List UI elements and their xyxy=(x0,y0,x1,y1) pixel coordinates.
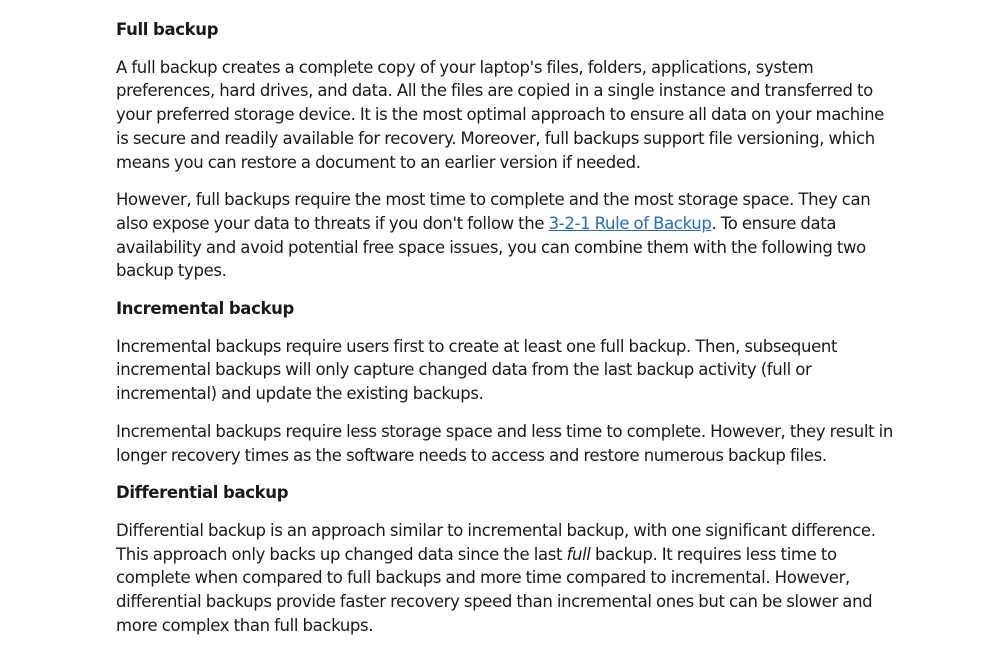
paragraph-differential-1 xyxy=(116,519,896,638)
paragraph-text: . To ensure data availability and avoid potential free space issues, you can combine them with the following two backup types. xyxy=(116,213,866,281)
paragraph-full-backup-2 xyxy=(116,188,896,283)
paragraph-incremental-2: Incremental backups require less storage space and less time to complete. However, they result in longer recovery times as the software needs to access and restore numerous backup files. xyxy=(116,421,893,465)
section-differential-backup xyxy=(116,481,896,637)
heading-differential-backup: Differential backup xyxy=(116,483,289,503)
heading-full-backup: Full backup xyxy=(116,20,219,39)
paragraph-text: Differential backup is an approach similar to incremental backup, with one significant difference. This approach only backs up changed data since the last xyxy=(116,520,876,564)
heading-incremental-backup: Incremental backup xyxy=(116,299,295,319)
section-full-backup xyxy=(116,18,896,283)
paragraph-full-backup-1: A full backup creates a complete copy of your laptop's files, folders, applications, system preferences, hard drives, and data. All the files are copied in a single instance and transferred to your preferred storage device. It is the most optimal approach to ensure all data on your machine is secure and readily available for recovery. Moreover, full backups support file versioning, which means you can restore a document to an earlier version if needed. xyxy=(116,57,884,172)
rule-of-backup-link[interactable]: 3-2-1 Rule of Backup xyxy=(548,213,712,233)
paragraph-text: backup. It requires less time to complete when compared to full backups and more time compared to incremental. However, differential backups provide faster recovery speed than incremental ones but can be slower and more complex than full backups. xyxy=(116,544,873,635)
paragraph-text: However, full backups require the most time to complete and the most storage space. They can also expose your data to threats if you don't follow the xyxy=(116,190,871,233)
section-incremental-backup xyxy=(116,297,896,467)
emphasis-full: full xyxy=(566,544,591,564)
paragraph-incremental-1: Incremental backups require users first to create at least one full backup. Then, subsequent incremental backups will only capture changed data from the last backup activity (full or incremental) and update the existing backups. xyxy=(116,336,838,404)
document-body xyxy=(116,18,896,651)
